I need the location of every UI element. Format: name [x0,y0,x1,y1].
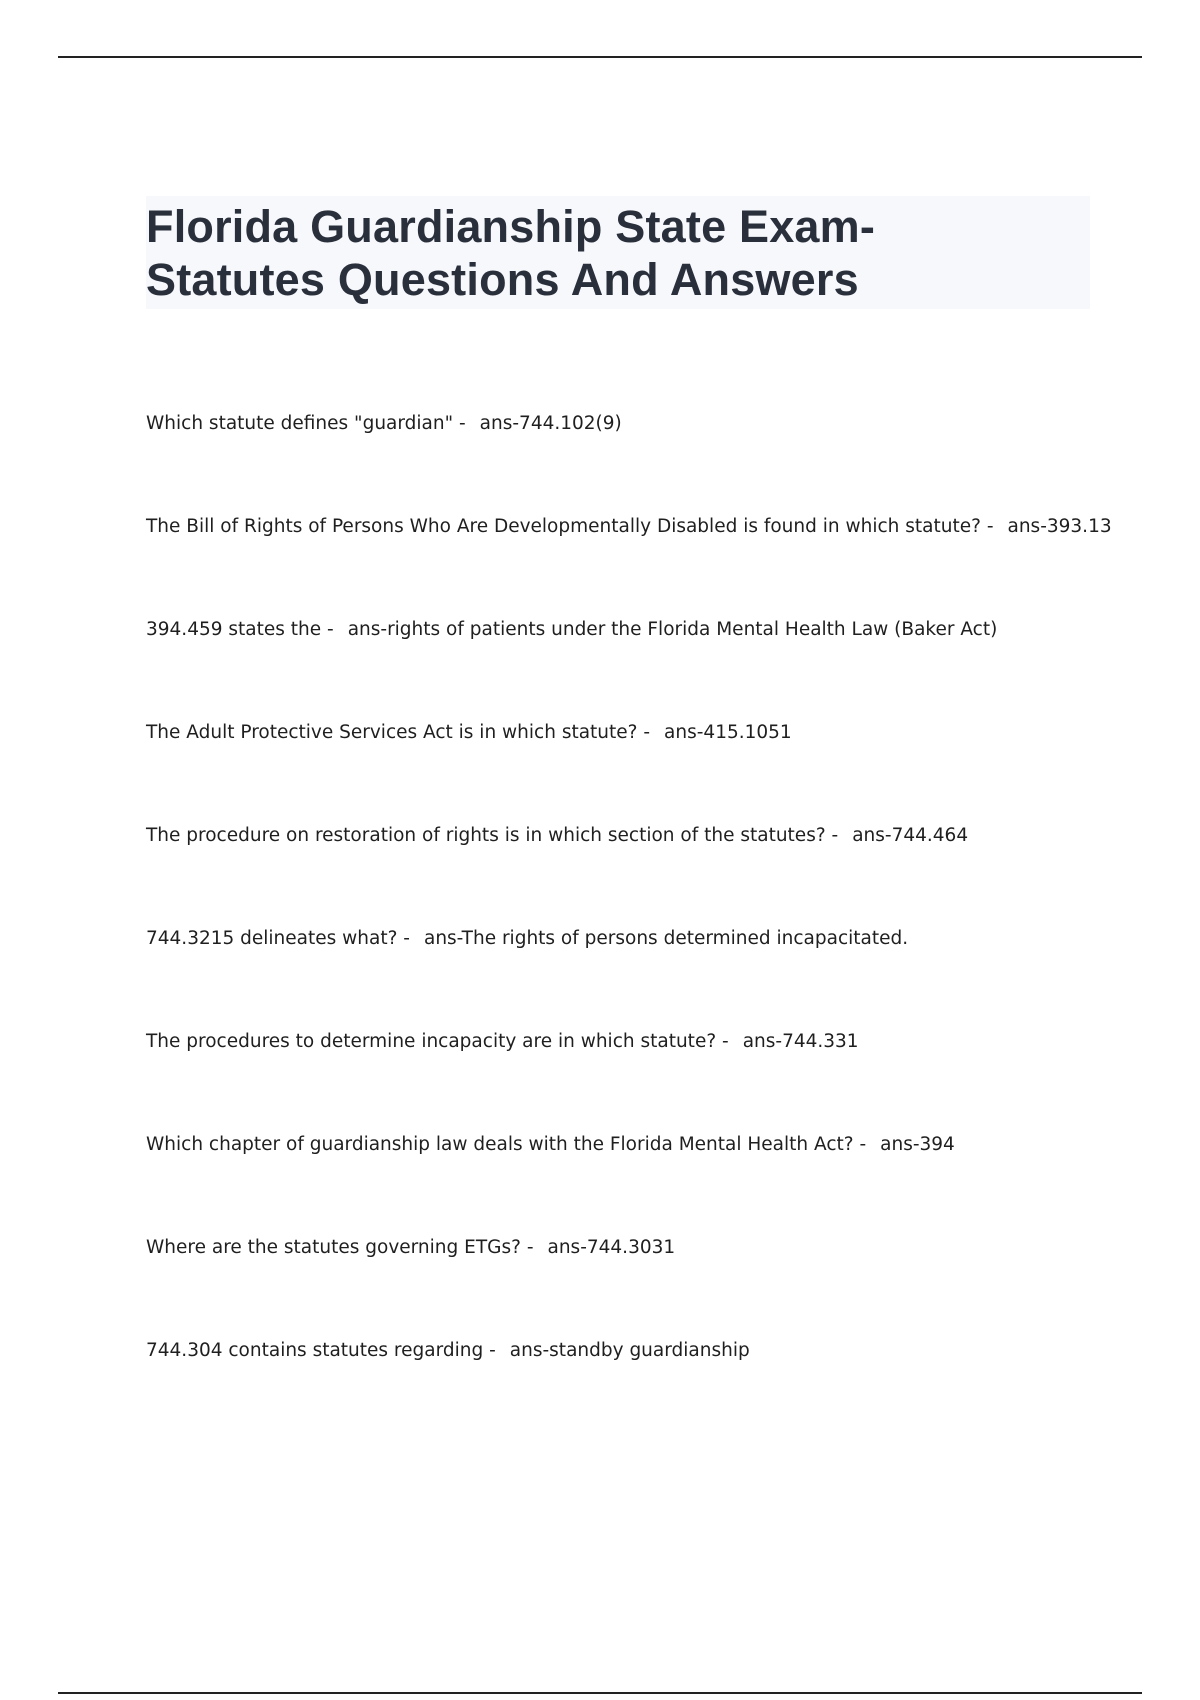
question-text: Which chapter of guardianship law deals with the Florida Mental Health Act? - [146,1134,867,1155]
question-text: 394.459 states the - [146,619,334,640]
question-text: The procedure on restoration of rights is in which section of the statutes? - [146,825,839,846]
answer-text: ans-rights of patients under the Florida Mental Health Law (Baker Act) [347,619,998,640]
question-text: 744.3215 delineates what? - [146,928,410,949]
top-rule [58,56,1142,58]
qa-item-7 [146,1030,1156,1133]
question-text: The procedures to determine incapacity are in which statute? - [146,1031,729,1052]
qa-item-5 [146,824,1156,927]
qa-item-1 [146,412,1156,515]
answer-text: ans-744.102(9) [479,413,622,434]
question-text: The Bill of Rights of Persons Who Are Developmentally Disabled is found in which statute? - [146,516,994,537]
question-text: Which statute defines "guardian" - [146,413,466,434]
document-title [146,200,1090,306]
qa-item-8 [146,1133,1156,1236]
qa-item-10 [146,1339,1156,1442]
title-line-1: Florida Guardianship State Exam- [146,201,876,252]
qa-item-9 [146,1236,1156,1339]
question-text: 744.304 contains statutes regarding - [146,1340,496,1361]
question-text: Where are the statutes governing ETGs? - [146,1237,534,1258]
answer-text: ans-744.331 [742,1031,859,1052]
qa-item-4 [146,721,1156,824]
title-line-2: Statutes Questions And Answers [146,254,859,305]
answer-text: ans-744.3031 [547,1237,676,1258]
answer-text: ans-415.1051 [664,722,792,743]
qa-list [146,412,1156,1442]
answer-text: ans-393.13 [1007,516,1112,537]
answer-text: ans-394 [880,1134,955,1155]
qa-item-6 [146,927,1156,1030]
answer-text: ans-The rights of persons determined incapacitated. [423,928,909,949]
answer-text: ans-standby guardianship [509,1340,750,1361]
title-block [146,196,1090,309]
question-text: The Adult Protective Services Act is in which statute? - [146,722,651,743]
bottom-rule [58,1692,1142,1694]
qa-item-3 [146,618,1156,721]
qa-item-2 [146,515,1156,618]
answer-text: ans-744.464 [852,825,969,846]
